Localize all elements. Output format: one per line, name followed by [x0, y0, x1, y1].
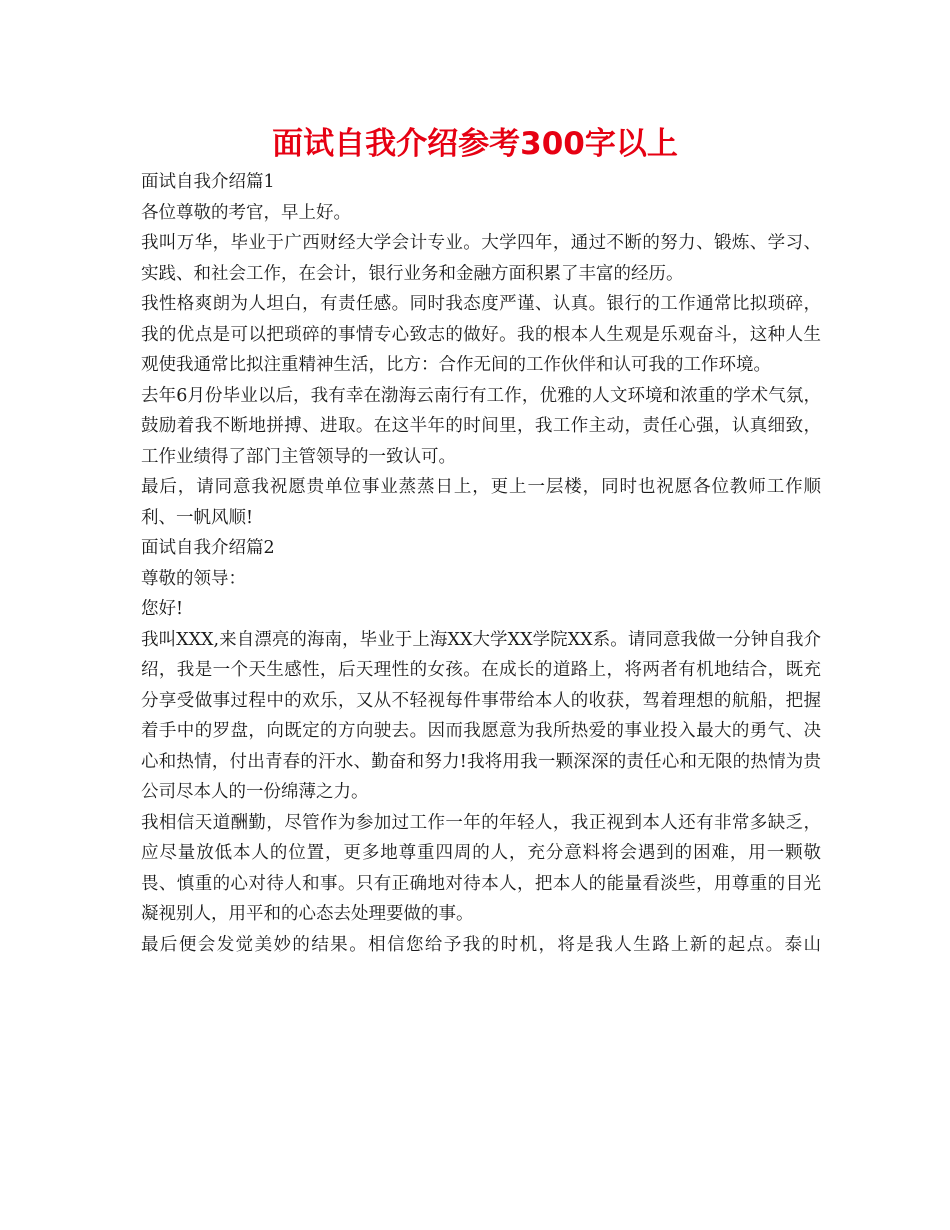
paragraph: 我叫万华，毕业于广西财经大学会计专业。大学四年，通过不断的努力、锻炼、学习、实践、和社会工作，在会计，银行业务和金融方面积累了丰富的经历。	[141, 233, 821, 284]
section-heading: 面试自我介绍篇1	[141, 172, 275, 192]
paragraph: 去年6月份毕业以后，我有幸在渤海云南行有工作，优雅的人文环境和浓重的学术气氛，鼓励着我不断地拼搏、进取。在这半年的时间里，我工作主动，责任心强，认真细致，工作业绩得了部门主管领导的一致认可。	[141, 385, 821, 467]
paragraph: 最后，请同意我祝愿贵单位事业蒸蒸日上，更上一层楼，同时也祝愿各位教师工作顺利、一帆风顺!	[141, 477, 821, 528]
paragraph: 我相信天道酬勤，尽管作为参加过工作一年的年轻人，我正视到本人还有非常多缺乏，应尽量放低本人的位置，更多地尊重四周的人，充分意料将会遇到的困难，用一颗敬畏、慎重的心对待人和事。只有正确地对待本人，把本人的能量看淡些，用尊重的目光凝视别人，用平和的心态去处理要做的事。	[141, 812, 821, 924]
paragraph: 最后便会发觉美妙的结果。相信您给予我的时机，将是我人生路上新的起点。泰山	[141, 934, 821, 955]
document-body	[141, 167, 821, 960]
paragraph: 各位尊敬的考官，早上好。	[141, 202, 351, 223]
section-heading: 面试自我介绍篇2	[141, 538, 275, 558]
paragraph: 我叫XXX,来自漂亮的海南，毕业于上海XX大学XX学院XX系。请同意我做一分钟自我介绍，我是一个天生感性，后天理性的女孩。在成长的道路上，将两者有机地结合，既充分享受做事过程中的欢乐，又从不轻视每件事带给本人的收获，驾着理想的航船，把握着手中的罗盘，向既定的方向驶去。因而我愿意为我所热爱的事业投入最大的勇气、决心和热情，付出青春的汗水、勤奋和努力!我将用我一颗深深的责任心和无限的热情为贵公司尽本人的一份绵薄之力。	[141, 629, 821, 802]
document-title: 面试自我介绍参考300字以上	[272, 126, 678, 162]
paragraph: 您好!	[141, 599, 184, 619]
paragraph: 尊敬的领导：	[141, 568, 246, 589]
paragraph: 我性格爽朗为人坦白，有责任感。同时我态度严谨、认真。银行的工作通常比拟琐碎，我的优点是可以把琐碎的事情专心致志的做好。我的根本人生观是乐观奋斗，这种人生观使我通常比拟注重精神生活，比方：合作无间的工作伙伴和认可我的工作环境。	[141, 294, 821, 375]
